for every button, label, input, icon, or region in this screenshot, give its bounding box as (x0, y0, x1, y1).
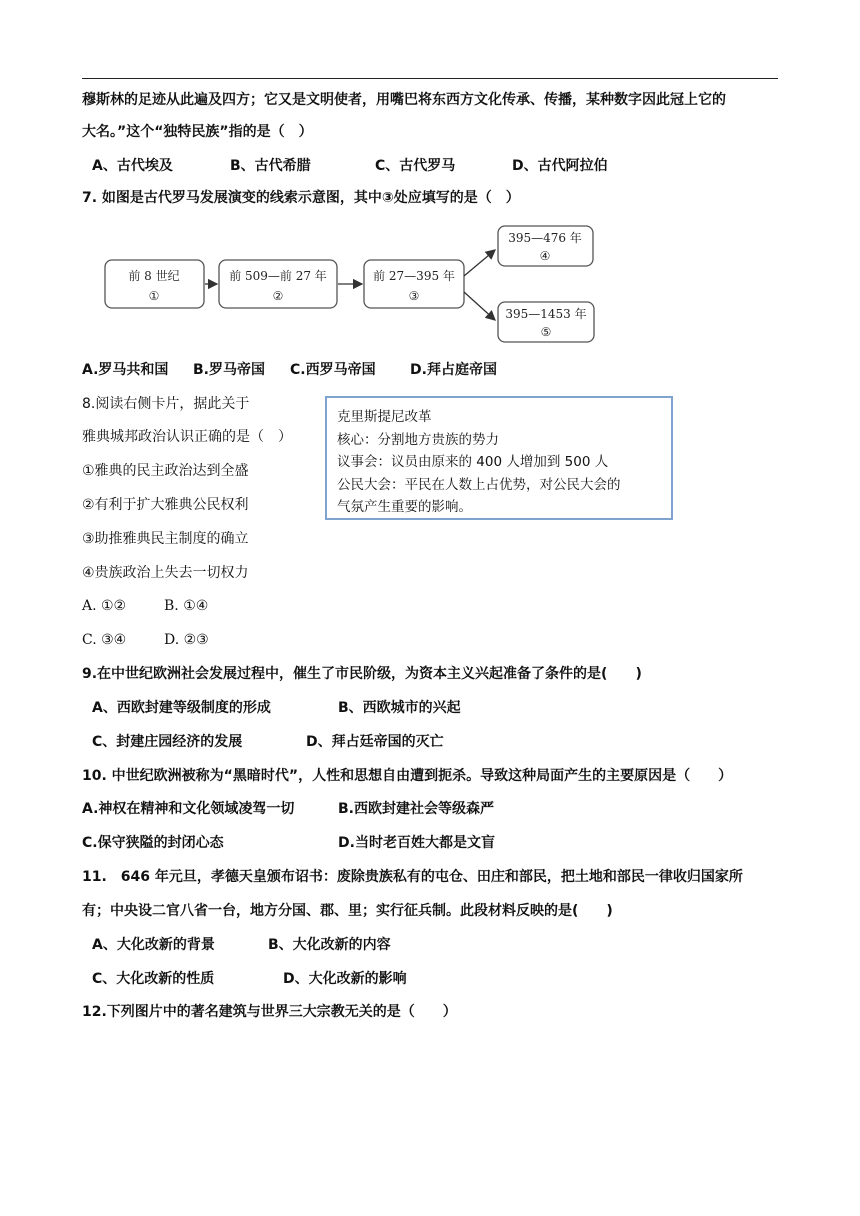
q7-option-d: D.拜占庭帝国 (410, 362, 497, 378)
q10-option-c: C.保守狭隘的封闭心态 (82, 835, 224, 851)
card-council: 议事会：议员由原来的 400 人增加到 500 人 (337, 454, 609, 470)
timeline-box-4-date: 395—476 年 (508, 231, 582, 245)
q11-option-d: D、大化改新的影响 (283, 971, 407, 987)
q6-line1: 穆斯林的足迹从此遍及四方；它又是文明使者，用嘴巴将东西方文化传承、传播，某种数字因此冠上它的 (82, 92, 726, 108)
timeline-box-5-num: ⑤ (540, 325, 552, 339)
q9-option-b: B、西欧城市的兴起 (338, 700, 461, 716)
q6-option-b: B、古代希腊 (230, 158, 311, 174)
q11-line1: 11. 646 年元旦，孝德天皇颁布诏书：废除贵族私有的屯仓、田庄和部民，把土地和部民一律收归国家所 (82, 869, 743, 885)
q8-option-d: D. ②③ (164, 632, 209, 648)
q8-option-a: A. ①② (82, 598, 127, 614)
timeline-box-1-date: 前 8 世纪 (128, 269, 180, 283)
q7-option-a: A.罗马共和国 (82, 362, 169, 378)
q10-option-d: D.当时老百姓大都是文盲 (338, 835, 495, 851)
timeline-box-1-num: ① (148, 289, 160, 303)
q6-line2: 大名。”这个“独特民族”指的是（ ） (82, 124, 313, 140)
reform-card (325, 396, 673, 520)
q12-stem: 12.下列图片中的著名建筑与世界三大宗教无关的是（ ） (82, 1004, 457, 1020)
timeline-box-4-num: ④ (539, 249, 551, 263)
timeline-box-2-num: ② (272, 289, 284, 303)
q6-option-a: A、古代埃及 (92, 158, 173, 174)
q11-option-c: C、大化改新的性质 (92, 971, 215, 987)
q11-option-a: A、大化改新的背景 (92, 937, 215, 953)
q10-stem: 10. 中世纪欧洲被称为“黑暗时代”，人性和思想自由遭到扼杀。导致这种局面产生的主要原因是（ ） (82, 768, 733, 784)
q8-item-4: ④贵族政治上失去一切权力 (82, 565, 249, 581)
q7-option-c: C.西罗马帝国 (290, 362, 376, 378)
q11-option-b: B、大化改新的内容 (268, 937, 391, 953)
q8-option-c: C. ③④ (82, 632, 127, 648)
timeline-box-2-date: 前 509—前 27 年 (229, 269, 327, 283)
q8-item-2: ②有利于扩大雅典公民权利 (82, 497, 249, 513)
rome-timeline-diagram (100, 220, 600, 350)
q6-option-c: C、古代罗马 (375, 158, 456, 174)
header-rule (82, 78, 778, 79)
q9-stem: 9.在中世纪欧洲社会发展过程中，催生了市民阶级，为资本主义兴起准备了条件的是( ) (82, 666, 642, 682)
q10-option-a: A.神权在精神和文化领域凌驾一切 (82, 801, 295, 817)
card-assembly-line1: 公民大会：平民在人数上占优势，对公民大会的 (337, 476, 621, 493)
timeline-box-3-num: ③ (408, 289, 420, 303)
q10-option-b: B.西欧封建社会等级森严 (338, 801, 494, 817)
q8-item-3: ③助推雅典民主制度的确立 (82, 531, 249, 547)
q9-option-a: A、西欧封建等级制度的形成 (92, 700, 271, 716)
q9-option-d: D、拜占廷帝国的灭亡 (306, 734, 444, 750)
card-title: 克里斯提尼改革 (337, 409, 432, 425)
card-assembly-line2: 气氛产生重要的影响。 (337, 499, 472, 515)
q6-option-d: D、古代阿拉伯 (512, 158, 608, 174)
timeline-arrow-3 (464, 250, 495, 276)
q8-stem-line2: 雅典城邦政治认识正确的是（ ） (82, 429, 292, 445)
q9-option-c: C、封建庄园经济的发展 (92, 734, 243, 750)
q8-option-b: B. ①④ (164, 598, 209, 614)
q8-item-1: ①雅典的民主政治达到全盛 (82, 463, 249, 479)
timeline-box-3-date: 前 27—395 年 (373, 269, 455, 283)
q11-line2: 有；中央设二官八省一台，地方分国、郡、里；实行征兵制。此段材料反映的是( ) (82, 903, 613, 919)
timeline-box-5-date: 395—1453 年 (505, 307, 587, 321)
card-core: 核心：分割地方贵族的势力 (337, 431, 499, 448)
timeline-arrow-4 (464, 292, 495, 320)
q8-stem-line1: 8.阅读右侧卡片，据此关于 (82, 396, 250, 412)
q7-stem: 7. 如图是古代罗马发展演变的线索示意图，其中③处应填写的是（ ） (82, 190, 520, 206)
q7-option-b: B.罗马帝国 (193, 362, 265, 378)
